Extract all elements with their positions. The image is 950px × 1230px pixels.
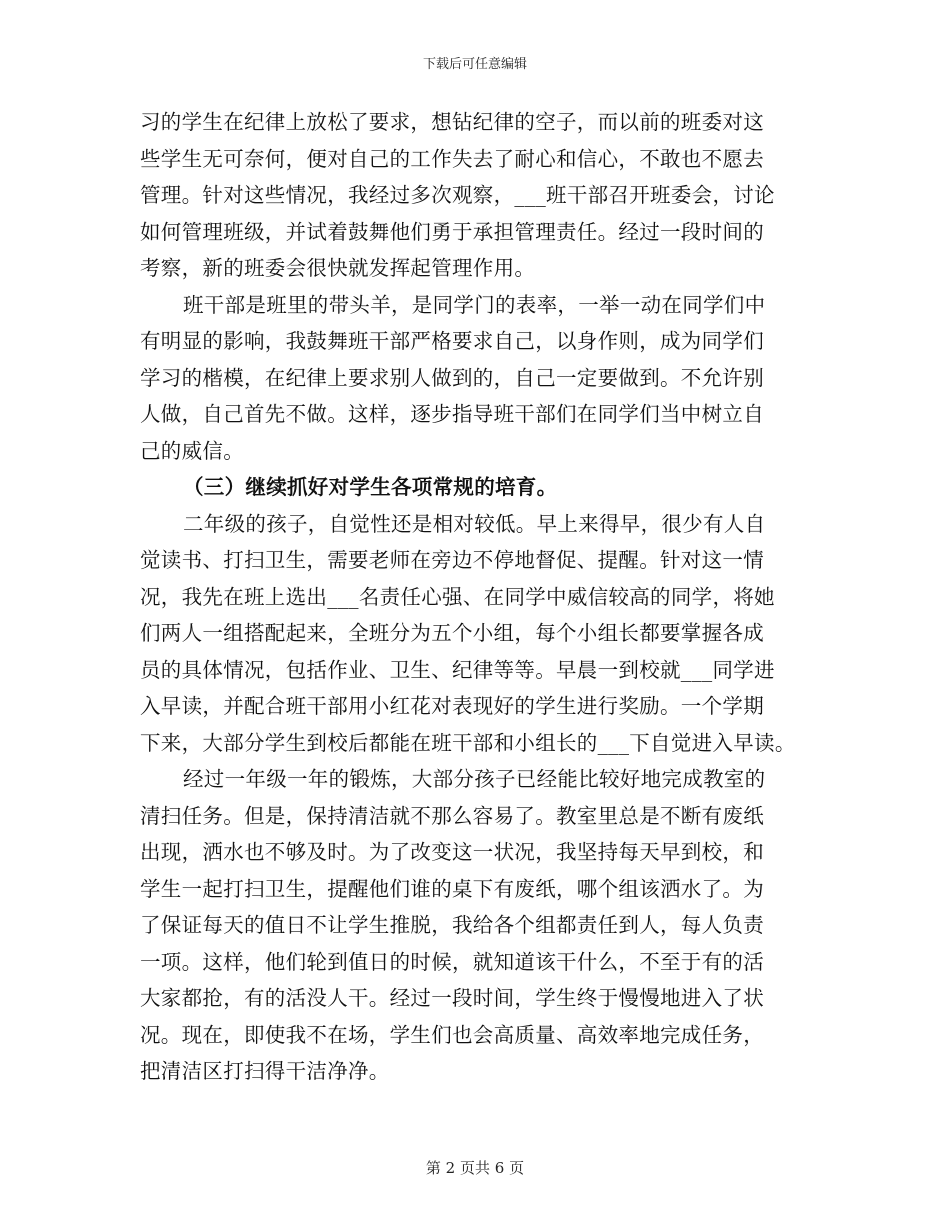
paragraph-line: 管理。针对这些情况，我经过多次观察，___班干部召开班委会，讨论 [140, 183, 775, 207]
paragraph-line: 出现，洒水也不够及时。为了改变这一状况，我坚持每天早到校，和 [140, 840, 764, 864]
paragraph-line: 况。现在，即使我不在场，学生们也会高质量、高效率地完成任务， [140, 1022, 764, 1047]
paragraph-line: 二年级的孩子，自觉性还是相对较低。早上来得早，很少有人自 [183, 511, 766, 536]
paragraph-line: 把清洁区打扫得干洁净净。 [140, 1059, 390, 1083]
paragraph-line: 有明显的影响，我鼓舞班干部严格要求自己，以身作则，成为同学们 [140, 329, 764, 353]
paragraph-line: 己的威信。 [140, 438, 244, 463]
paragraph-line: 下来，大部分学生到校后都能在班干部和小组长的___下自觉进入早读。 [140, 730, 796, 755]
paragraph-line: 学习的楷模，在纪律上要求别人做到的，自己一定要做到。不允许别 [140, 365, 764, 390]
paragraph-line: 习的学生在纪律上放松了要求，想钻纪律的空子，而以前的班委对这 [140, 110, 764, 134]
paragraph-line: 班干部是班里的带头羊，是同学门的表率，一举一动在同学们中 [183, 292, 766, 317]
paragraph-line: 些学生无可奈何，便对自己的工作失去了耐心和信心，不敢也不愿去 [140, 146, 764, 171]
paragraph-line: 如何管理班级，并试着鼓舞他们勇于承担管理责任。经过一段时间的 [140, 219, 764, 244]
paragraph-line: 学生一起打扫卫生，提醒他们谁的桌下有废纸，哪个组该洒水了。为 [140, 876, 764, 901]
paragraph-line: 人做，自己首先不做。这样，逐步指导班干部们在同学们当中树立自 [140, 402, 764, 426]
paragraph-line: 觉读书、打扫卫生，需要老师在旁边不停地督促、提醒。针对这一情 [140, 548, 764, 572]
document-body [140, 104, 820, 1090]
paragraph-line: 经过一年级一年的锻炼，大部分孩子已经能比较好地完成教室的 [183, 767, 766, 791]
paragraph-line: 入早读，并配合班干部用小红花对表现好的学生进行奖励。一个学期 [140, 694, 764, 718]
section-heading: （三）继续抓好对学生各项常规的培育。 [183, 475, 558, 499]
paragraph-line: 大家都抢，有的活没人干。经过一段时间，学生终于慢慢地进入了状 [140, 986, 764, 1010]
paragraph-line: 一项。这样，他们轮到值日的时候，就知道该干什么，不至于有的活 [140, 949, 764, 974]
paragraph-line: 员的具体情况，包括作业、卫生、纪律等等。早晨一到校就___同学进 [140, 657, 775, 682]
paragraph-line: 况，我先在班上选出___名责任心强、在同学中威信较高的同学，将她 [140, 584, 775, 609]
paragraph-line: 了保证每天的值日不让学生推脱，我给各个组都责任到人，每人负责 [140, 913, 764, 937]
page-header: 下载后可任意编辑 [422, 57, 527, 72]
paragraph-line: 们两人一组搭配起来，全班分为五个小组，每个小组长都要掌握各成 [140, 621, 764, 645]
paragraph-line: 清扫任务。但是，保持清洁就不那么容易了。教室里总是不断有废纸 [140, 803, 764, 828]
paragraph-line: 考察，新的班委会很快就发挥起管理作用。 [140, 256, 536, 280]
page-footer: 第 2 页共 6 页 [425, 1159, 525, 1177]
